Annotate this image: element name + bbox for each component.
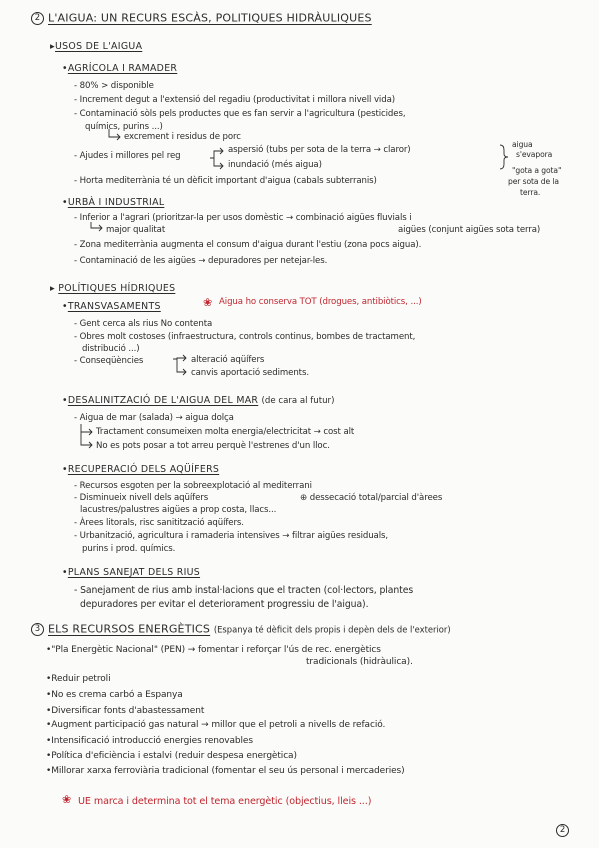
note-line: - Increment degut a l'extensió del regadiu (productivitat i millora nivell vida) [74,95,395,105]
note-line: purins i prod. químics. [82,544,176,554]
note-line: - Disminueix nivell dels aqüífers [74,493,209,503]
bullet-item: •Reduir petroli [46,674,111,684]
politiques-heading: ▸ POLÍTIQUES HÍDRIQUES [50,283,176,294]
note-line: - Inferior a l'agrari (prioritzar-la per usos domèstic → combinació aigües fluvials i [74,213,412,223]
section-3-title: 3 ELS RECURSOS ENERGÈTICS (Espanya té dèficit dels propis i depèn dels de l'exterior) [31,623,451,636]
note-line: ⊕ dessecació total/parcial d'àrees [300,493,443,503]
bullet-item: •Política d'eficiència i estalvi (reduir despesa energètica) [46,751,297,761]
red-note: UE marca i determina tot el tema energètic (objectius, lleis ...) [78,796,372,807]
note-line: distribució ...) [82,344,140,354]
note-line: - Conseqüències [74,356,144,366]
section-number-badge: 3 [31,623,44,636]
note-line: - Zona mediterrània augmenta el consum d'aigua durant l'estiu (zona pocs aigua). [74,240,422,250]
section-number-badge: 2 [31,12,44,25]
note-line: - Contaminació de les aigües → depuradores per netejar-les. [74,256,328,266]
note-line: Tractament consumeixen molta energia/electricitat → cost alt [96,427,355,437]
side-note: "gota a gota" [512,166,562,175]
note-line: - Urbanització, agricultura i ramaderia intensives → filtrar aigües residuals, [74,531,389,541]
bullet-item: •Millorar xarxa ferroviària tradicional (fomentar el seu ús personal i mercaderies) [46,766,405,776]
transvasaments-heading: •TRANSVASAMENTS [62,301,161,312]
note-line: lacustres/palustres aigües a prop costa, llacs... [80,505,277,515]
note-line: - Obres molt costoses (infraestructura, controls continus, bombes de tractament, [74,332,416,342]
page-number: 2 [556,824,573,837]
note-line: - Ajudes i millores pel reg [74,151,181,161]
arrow-bracket-icon [80,424,94,450]
flower-icon: ❀ [203,296,213,309]
pla-energetic: •"Pla Energètic Nacional" (PEN) → fomentar i reforçar l'ús de rec. energètics [46,645,381,655]
note-line: alteració aqüífers [191,355,265,365]
arrow-bracket-icon [172,355,188,377]
urba-heading: •URBÀ I INDUSTRIAL [62,197,165,208]
note-line: - Àrees litorals, risc sanitització aqüífers. [74,518,244,528]
note-line: - Contaminació sòls pels productes que es fan servir a l'agricultura (pesticides, [74,109,406,119]
brace-icon [499,144,509,170]
bullet-item: •Diversificar fonts d'abastessament [46,706,205,716]
side-note: terra. [520,188,541,197]
note-line: - 80% > disponible [74,81,154,91]
dessalinitzacio-heading: •DESALINITZACIÓ DE L'AIGUA DEL MAR (de cara al futur) [62,395,335,406]
arrow-bracket-icon [90,222,104,232]
note-line: excrement i residus de porc [124,132,241,142]
bullet-item: •No es crema carbó a Espanya [46,690,183,700]
section-2-title: 2 L'AIGUA: UN RECURS ESCÀS, POLITIQUES HIDRÀULIQUES [31,12,372,25]
note-line: canvis aportació sediments. [191,368,309,378]
note-line: aigües (conjunt aigües sota terra) [398,225,541,235]
note-line: - Gent cerca als rius No contenta [74,319,213,329]
note-line: No es pots posar a tot arreu perquè l'estrenes d'un lloc. [96,441,330,451]
side-note: aigua [512,140,533,149]
side-note: per sota de la [508,177,559,186]
note-line: - Aigua de mar (salada) → aigua dolça [74,413,234,423]
arrow-bracket-icon [108,129,122,141]
note-line: inundació (més aigua) [228,160,322,170]
bullet-item: •Augment participació gas natural → millor que el petroli a nivells de refació. [46,720,386,730]
arrow-bracket-icon [209,148,225,170]
note-line: - Sanejament de rius amb instal·lacions que el tracten (col·lectors, plantes [74,585,414,596]
note-line: - Recursos esgoten per la sobreexplotació al mediterrani [74,481,312,491]
note-line: químics, purins ...) [85,122,163,132]
plans-heading: •PLANS SANEJAT DELS RIUS [62,567,201,578]
flower-icon: ❀ [62,793,72,806]
bullet-item: •Intensificació introducció energies renovables [46,736,253,746]
note-line: aspersió (tubs per sota de la terra → claror) [228,145,411,155]
note-line: major qualitat [106,225,166,235]
note-line: tradicionals (hidràulica). [306,657,413,667]
red-note: Aigua ho conserva TOT (drogues, antibiòtics, ...) [219,297,422,307]
usos-heading: ▸USOS DE L'AIGUA [50,41,143,52]
side-note: s'evapora [516,150,553,159]
agricola-heading: •AGRÍCOLA I RAMADER [62,63,178,74]
note-line: - Horta mediterrània té un dèficit important d'aigua (cabals subterranis) [74,176,377,186]
note-line: depuradores per evitar el deteriorament progressiu de l'aigua). [80,599,369,610]
recuperacio-heading: •RECUPERACIÓ DELS AQÜÍFERS [62,464,220,475]
